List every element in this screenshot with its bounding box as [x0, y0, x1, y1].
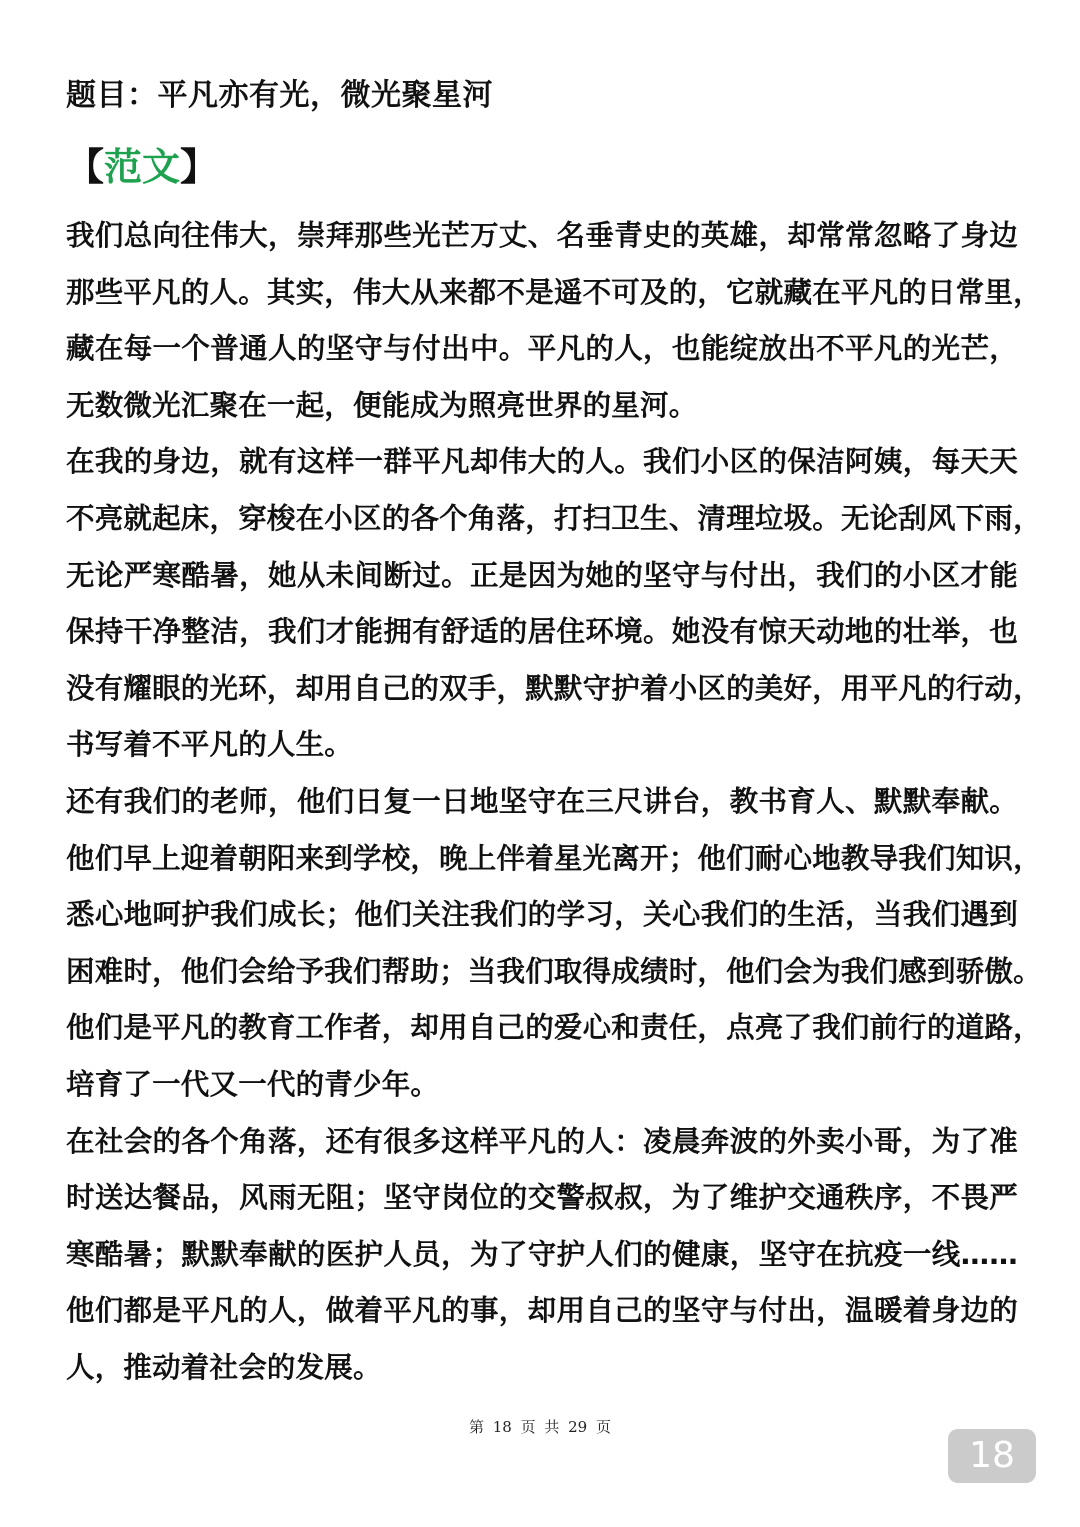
text-line: 人，推动着社会的发展。 — [66, 1350, 382, 1384]
paragraph — [66, 434, 1042, 774]
text-line: 无数微光汇聚在一起，便能成为照亮世界的星河。 — [66, 388, 698, 422]
page-badge: 18 — [948, 1429, 1036, 1483]
text-line: 无论严寒酷暑，她从未间断过。正是因为她的坚守与付出，我们的小区才能 — [66, 558, 1018, 592]
page-number-footer: 第 18 页 共 29 页 — [468, 1418, 611, 1436]
essay-title: 题目：平凡亦有光，微光聚星河 — [66, 78, 493, 113]
text-line: 藏在每一个普通人的坚守与付出中。平凡的人，也能绽放出不平凡的光芒， — [66, 332, 1018, 366]
paragraph — [66, 1114, 1018, 1397]
text-line: 还有我们的老师，他们日复一日地坚守在三尺讲台，教书育人、默默奉献。 — [66, 784, 1018, 818]
text-line: 困难时，他们会给予我们帮助；当我们取得成绩时，他们会为我们感到骄傲。 — [66, 954, 1042, 988]
close-bracket: 】 — [180, 145, 219, 189]
section-heading — [66, 144, 218, 190]
text-line: 没有耀眼的光环，却用自己的双手，默默守护着小区的美好，用平凡的行动， — [66, 671, 1042, 705]
paragraph — [66, 774, 1042, 1114]
text-line: 我们总向往伟大，崇拜那些光芒万丈、名垂青史的英雄，却常常忽略了身边 — [66, 219, 1018, 252]
text-line: 时送达餐品，风雨无阻；坚守岗位的交警叔叔，为了维护交通秩序，不畏严 — [66, 1181, 1018, 1215]
essay-body — [66, 208, 1042, 1396]
text-line: 培育了一代又一代的青少年。 — [66, 1067, 440, 1101]
text-line: 保持干净整洁，我们才能拥有舒适的居住环境。她没有惊天动地的壮举，也 — [66, 615, 1018, 649]
text-line: 书写着不平凡的人生。 — [66, 728, 354, 762]
text-line: 他们都是平凡的人，做着平凡的事，却用自己的坚守与付出，温暖着身边的 — [66, 1294, 1018, 1328]
text-line: 在社会的各个角落，还有很多这样平凡的人：凌晨奔波的外卖小哥，为了准 — [66, 1124, 1018, 1158]
text-line: 那些平凡的人。其实，伟大从来都不是遥不可及的，它就藏在平凡的日常里， — [66, 275, 1042, 309]
paragraph — [66, 208, 1042, 434]
section-label: 范文 — [104, 145, 181, 189]
text-line: 在我的身边，就有这样一群平凡却伟大的人。我们小区的保洁阿姨，每天天 — [66, 445, 1018, 479]
text-line: 他们是平凡的教育工作者，却用自己的爱心和责任，点亮了我们前行的道路， — [66, 1011, 1042, 1045]
text-line: 悉心地呵护我们成长；他们关注我们的学习，关心我们的生活，当我们遇到 — [66, 898, 1018, 932]
text-line: 不亮就起床，穿梭在小区的各个角落，打扫卫生、清理垃圾。无论刮风下雨， — [66, 501, 1042, 535]
text-line: 寒酷暑；默默奉献的医护人员，为了守护人们的健康，坚守在抗疫一线…… — [66, 1237, 1018, 1271]
text-line: 他们早上迎着朝阳来到学校，晚上伴着星光离开；他们耐心地教导我们知识， — [66, 841, 1042, 875]
open-bracket: 【 — [66, 145, 105, 189]
